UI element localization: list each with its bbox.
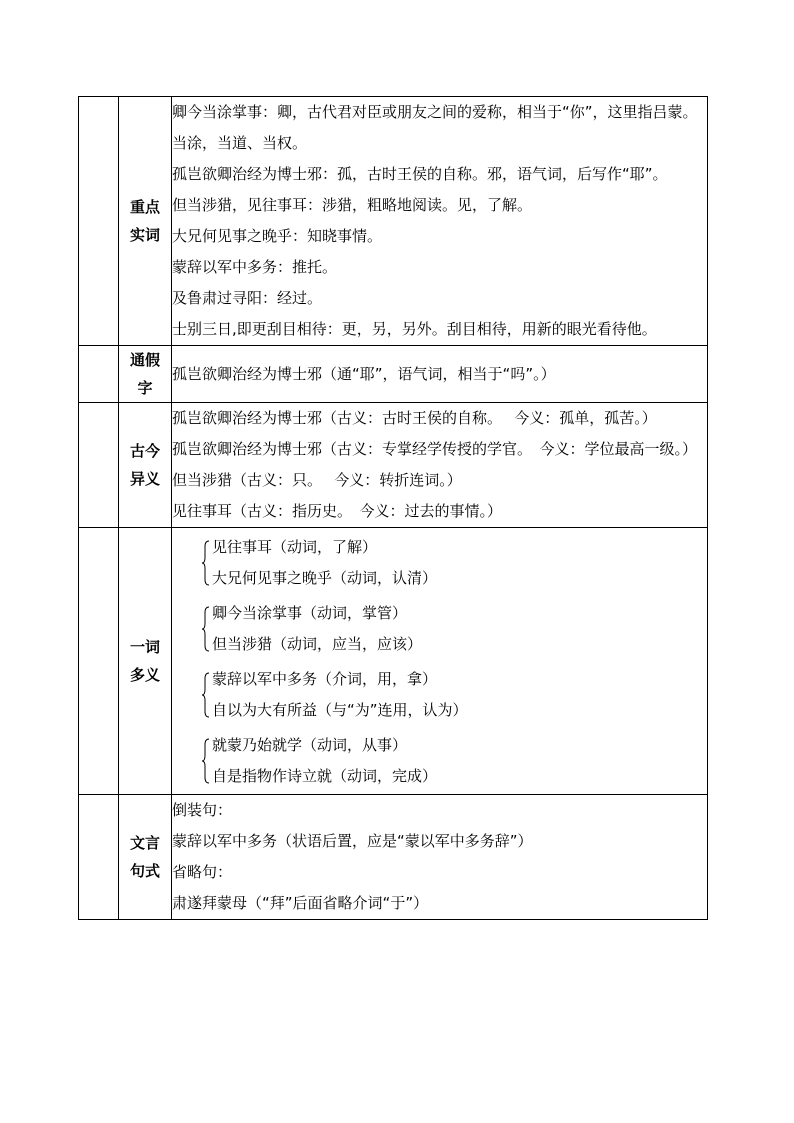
content-line: 蒙辞以军中多务：推托。: [172, 258, 338, 276]
content-line: 肃遂拜蒙母（“拜”后面省略介词“于”）: [172, 894, 429, 912]
polysemy-group: [202, 532, 707, 594]
polysemy-group: [202, 664, 707, 726]
content-line: 见往事耳（古义：指历史。 今义：过去的事情。）: [172, 502, 503, 520]
content-line: 孤岂欲卿治经为博士邪（古义：专掌经学传授的学官。 今义：学位最高一级。）: [172, 440, 698, 458]
row-content: [172, 97, 708, 346]
label-line: 字: [137, 379, 153, 397]
row-key-words: [79, 97, 708, 346]
label-line: 异义: [129, 470, 160, 488]
label-line: 实词: [129, 226, 160, 244]
content-line: 孤岂欲卿治经为博士邪（通“耶”，语气词，相当于“吗”。）: [172, 364, 556, 383]
empty-cell: [79, 403, 119, 528]
label-line: 一词: [129, 638, 160, 656]
row-sentence-patterns: [79, 795, 708, 920]
row-label: [119, 346, 172, 403]
content-line: 倒装句：: [172, 801, 233, 819]
row-label: [119, 795, 172, 920]
brace-icon: [202, 541, 210, 585]
content-line: 大兄何见事之晚乎：知晓事情。: [172, 227, 383, 245]
empty-cell: [79, 528, 119, 795]
label-line: 文言: [129, 834, 160, 852]
group-line: 就蒙乃始就学（动词，从事）: [212, 736, 408, 754]
group-line: 大兄何见事之晚乎（动词，认清）: [212, 569, 438, 587]
label-line: 通假: [129, 351, 160, 369]
content-line: 但当涉猎（古义：只。 今义：转折连词。）: [172, 471, 462, 489]
brace-icon: [202, 739, 210, 783]
row-polysemy: [79, 528, 708, 795]
brace-icon: [202, 673, 210, 717]
row-content: [172, 403, 708, 528]
content-line: 孤岂欲卿治经为博士邪（古义：古时王侯的自称。 今义：孤单，孤苦。）: [172, 409, 657, 427]
brace-icon: [202, 607, 210, 651]
label-line: 多义: [129, 666, 160, 684]
polysemy-group: [202, 598, 707, 660]
group-line: 蒙辞以军中多务（介词，用，拿）: [212, 670, 438, 688]
content-line: 省略句：: [172, 863, 233, 881]
group-line: 卿今当涂掌事（动词，掌管）: [212, 604, 408, 622]
label-line: 古今: [129, 442, 160, 460]
content-line: 但当涉猎，见往事耳：涉猎，粗略地阅读。见，了解。: [172, 196, 533, 214]
group-line: 自以为大有所益（与“为”连用，认为）: [212, 701, 468, 719]
label-line: 重点: [129, 198, 160, 216]
row-content: [172, 795, 708, 920]
empty-cell: [79, 795, 119, 920]
label-line: 句式: [129, 862, 160, 880]
polysemy-group: [202, 730, 707, 792]
empty-cell: [79, 97, 119, 346]
group-line: 见往事耳（动词，了解）: [212, 538, 378, 556]
row-label: [119, 97, 172, 346]
row-ancient-modern-meaning: [79, 403, 708, 528]
group-line: 但当涉猎（动词，应当，应该）: [212, 635, 423, 653]
group-line: 自是指物作诗立就（动词，完成）: [212, 767, 438, 785]
row-content: [172, 346, 708, 403]
row-label: [119, 403, 172, 528]
notes-table: [78, 96, 708, 920]
row-interchangeable-chars: [79, 346, 708, 403]
content-line: 卿今当涂掌事：卿，古代君对臣或朋友之间的爱称，相当于“你”，这里指吕蒙。当涂，当道、当权。: [172, 103, 698, 152]
content-line: 及鲁肃过寻阳：经过。: [172, 289, 323, 307]
row-content: [172, 528, 708, 795]
content-line: 士别三日,即更刮目相待：更，另，另外。刮目相待，用新的眼光看待他。: [172, 320, 657, 338]
content-line: 孤岂欲卿治经为博士邪：孤，古时王侯的自称。邪，语气词，后写作“耶”。: [172, 165, 668, 183]
content-line: 蒙辞以军中多务（状语后置，应是“蒙以军中多务辞”）: [172, 832, 533, 850]
empty-cell: [79, 346, 119, 403]
row-label: [119, 528, 172, 795]
